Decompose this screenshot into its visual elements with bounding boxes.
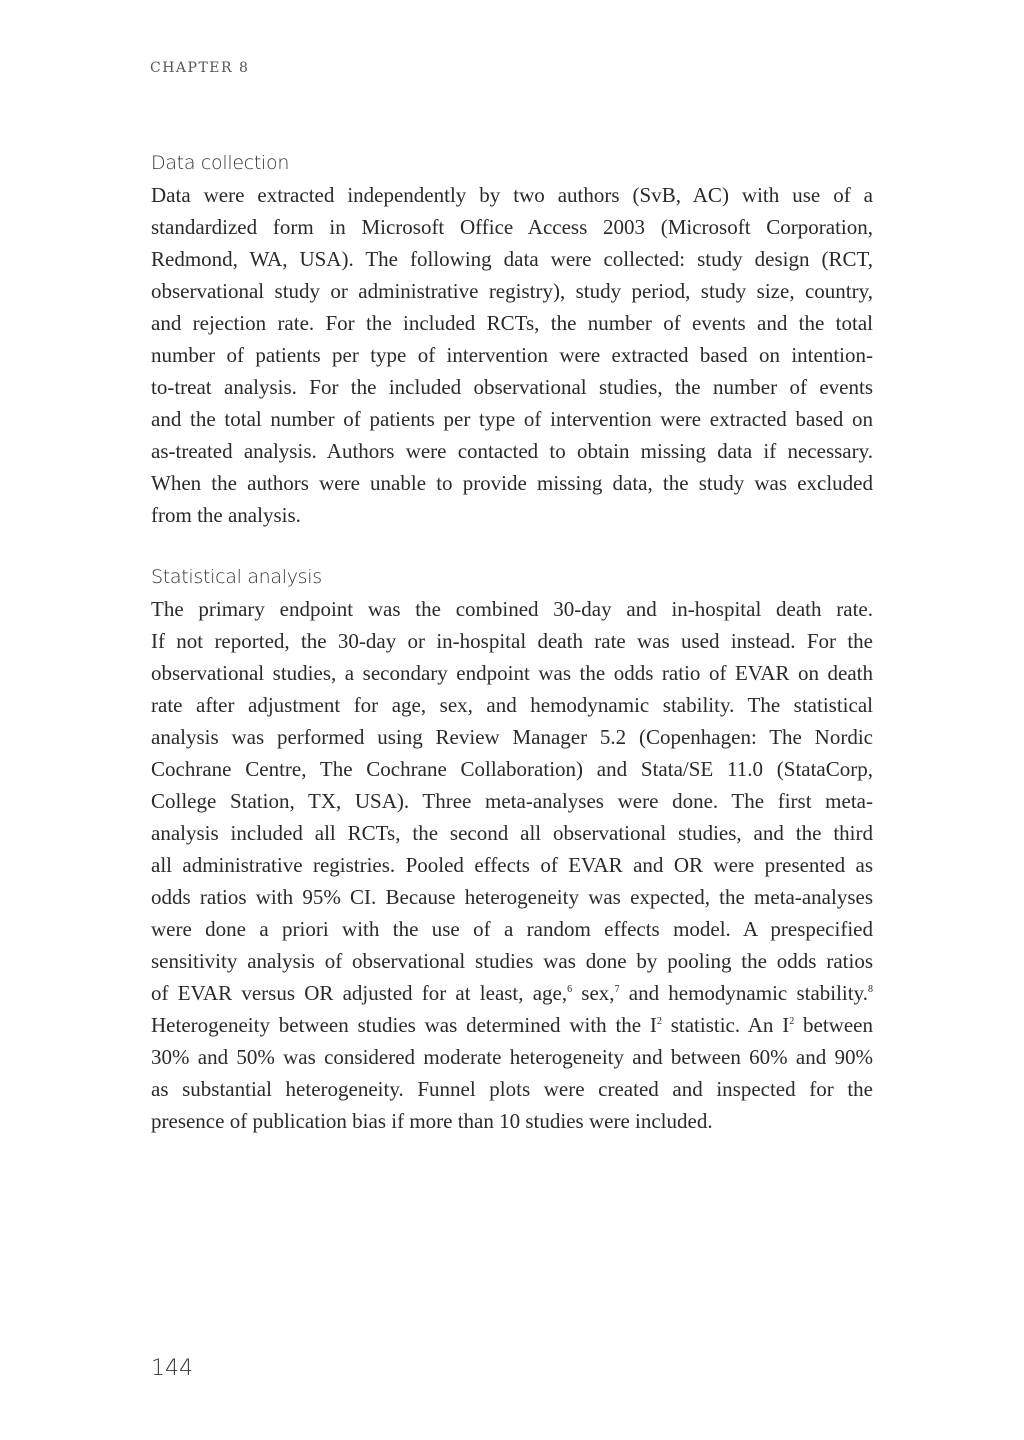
text-line: analysis included all RCTs, the second all observational studies, and the third bbox=[151, 821, 873, 845]
text-line: Redmond, WA, USA). The following data were collected: study design (RCT, bbox=[151, 247, 873, 271]
text-line: from the analysis. bbox=[151, 503, 301, 527]
text-line: Heterogeneity between studies was determined with the $I^2$ statistic. An $I^2$ between bbox=[151, 1013, 873, 1037]
text-line: When the authors were unable to provide missing data, the study was excluded bbox=[151, 471, 873, 495]
text-line: If not reported, the 30-day or in-hospital death rate was used instead. For the bbox=[151, 629, 873, 653]
text-line: analysis was performed using Review Manager 5.2 (Copenhagen: The Nordic bbox=[151, 725, 873, 749]
section-heading: Data collection bbox=[151, 152, 290, 174]
footnote-reference: 2 bbox=[656, 1016, 662, 1027]
text-line: presence of publication bias if more than 10 studies were included. bbox=[151, 1109, 713, 1133]
text-line: of EVAR versus OR adjusted for at least, age,$^6$ sex,$^7$ and hemodynamic stability.$^8$ bbox=[151, 981, 873, 1005]
text-line: as substantial heterogeneity. Funnel plots were created and inspected for the bbox=[151, 1077, 873, 1101]
text-line: sensitivity analysis of observational studies was done by pooling the odds ratios bbox=[151, 949, 873, 973]
text-line: all administrative registries. Pooled effects of EVAR and OR were presented as bbox=[151, 853, 873, 877]
page-number: 144 bbox=[151, 1356, 193, 1381]
running-head: CHAPTER 8 bbox=[150, 60, 250, 76]
text-line: observational studies, a secondary endpoint was the odds ratio of EVAR on death bbox=[151, 661, 873, 685]
text-line: Cochrane Centre, The Cochrane Collaboration) and Stata/SE 11.0 (StataCorp, bbox=[151, 757, 873, 781]
text-line: as-treated analysis. Authors were contacted to obtain missing data if necessary. bbox=[151, 439, 873, 463]
section-statistical-analysis bbox=[151, 561, 873, 1137]
section-data-collection bbox=[151, 147, 873, 531]
text-line: 30% and 50% was considered moderate heterogeneity and between 60% and 90% bbox=[151, 1045, 873, 1069]
text-line: College Station, TX, USA). Three meta-analyses were done. The first meta- bbox=[151, 789, 873, 813]
footnote-reference: 6 bbox=[567, 984, 573, 995]
text-line: The primary endpoint was the combined 30-day and in-hospital death rate. bbox=[151, 597, 873, 621]
text-line: to-treat analysis. For the included observational studies, the number of events bbox=[151, 375, 873, 399]
paragraph bbox=[151, 593, 873, 1137]
text-line: rate after adjustment for age, sex, and hemodynamic stability. The statistical bbox=[151, 693, 873, 717]
text-line: standardized form in Microsoft Office Access 2003 (Microsoft Corporation, bbox=[151, 215, 873, 239]
text-line: were done a priori with the use of a random effects model. A prespecified bbox=[151, 917, 873, 941]
section-heading: Statistical analysis bbox=[151, 566, 322, 588]
text-line: odds ratios with 95% CI. Because heterogeneity was expected, the meta-analyses bbox=[151, 885, 873, 909]
text-line: and rejection rate. For the included RCTs, the number of events and the total bbox=[151, 311, 873, 335]
footnote-reference: 8 bbox=[868, 984, 873, 995]
text-line: and the total number of patients per type of intervention were extracted based on bbox=[151, 407, 873, 431]
footnote-reference: 2 bbox=[789, 1016, 795, 1027]
text-line: number of patients per type of intervention were extracted based on intention- bbox=[151, 343, 873, 367]
text-line: observational study or administrative registry), study period, study size, country, bbox=[151, 279, 873, 303]
footnote-reference: 7 bbox=[614, 984, 620, 995]
paragraph bbox=[151, 179, 873, 531]
text-line: Data were extracted independently by two authors (SvB, AC) with use of a bbox=[151, 183, 873, 207]
